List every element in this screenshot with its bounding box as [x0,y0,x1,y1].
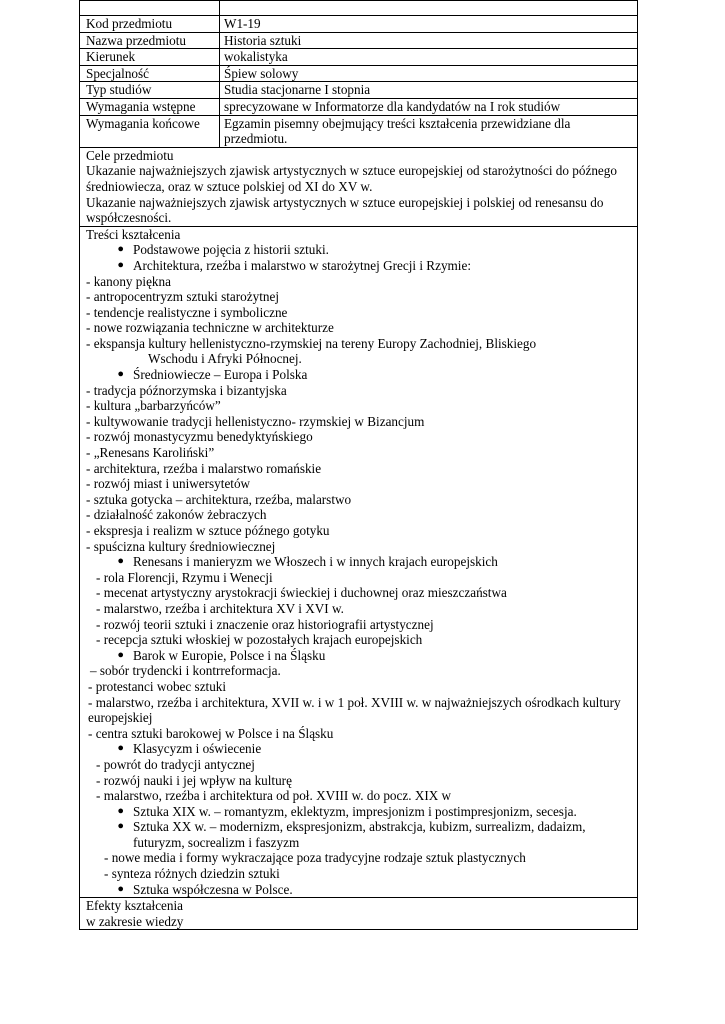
bullet-text: Podstawowe pojęcia z historii sztuki. [133,242,329,258]
bullet-item [86,741,631,757]
efekty-title: Efekty kształcenia [86,898,184,914]
bullet-item [86,819,631,835]
bullet-item [86,554,631,570]
bullet-icon: ● [117,258,124,271]
bullet-text: Architektura, rzeźba i malarstwo w starożytnej Grecji i Rzymie: [133,257,471,273]
cell-key: Kod przedmiotu [80,16,220,32]
bullet-text: Sztuka XX w. – modernizm, ekspresjonizm, abstrakcja, kubizm, surrealizm, dadaizm, [133,819,586,835]
row-specjalnosc [79,66,638,83]
list-item: - malarstwo, rzeźba i architektura, XVII w. i w 1 poł. XVIII w. w najważniejszych ośrodkach kultury europejskiej [88,694,621,726]
bullet-item [86,258,631,274]
bullet-icon: ● [117,555,124,568]
syllabus-table [79,0,638,930]
cell-value: wokalistyka [224,49,288,65]
bullet-icon: ● [117,804,124,817]
list-item: - rozwój monastycyzmu benedyktyńskiego [86,429,313,445]
list-item: - mecenat artystyczny arystokracji świeckiej i duchownej oraz mieszczaństwa [96,585,507,601]
list-item: - protestanci wobec sztuki [88,678,227,694]
cell-value: sprecyzowane w Informatorze dla kandydatów na I rok studiów [224,98,561,114]
cele-title: Cele przedmiotu [86,147,174,163]
bullet-text-continuation: futuryzm, socrealizm i faszyzm [133,834,300,850]
cell-value: W1-19 [224,16,261,31]
bullet-icon: ● [117,648,124,661]
cele-section [79,148,638,227]
bullet-item [86,882,631,898]
empty-top-row [79,0,638,16]
list-item: - spuścizna kultury średniowiecznej [86,538,276,554]
list-item: - ekspansja kultury hellenistyczno-rzymskiej na tereny Europy Zachodniej, Bliskiego [86,335,537,351]
bullet-icon: ● [117,368,124,381]
bullet-icon: ● [117,820,124,833]
list-item: - powrót do tradycji antycznej [96,756,255,772]
list-item: - rozwój teorii sztuki i znaczenie oraz historiografii artystycznej [96,616,434,632]
cell-key: Typ studiów [80,82,220,98]
list-item: - rozwój nauki i jej wpływ na kulturę [96,772,292,788]
list-item: - ekspresja i realizm w sztuce późnego gotyku [86,523,330,538]
list-item: - malarstwo, rzeźba i architektura od poł. XVIII w. do pocz. XIX w [96,788,452,804]
cell-key: Wymagania końcowe [80,116,220,147]
cell-key: Wymagania wstępne [80,99,220,115]
list-item: - recepcja sztuki włoskiej w pozostałych krajach europejskich [96,632,423,648]
list-item: - kultura „barbarzyńców” [86,398,221,414]
cell-key: Specjalność [80,66,220,82]
list-item: - tradycja późnorzymska i bizantyjska [86,382,287,398]
empty-value-cell [220,1,637,15]
bullet-icon: ● [117,243,124,256]
bullet-item [86,367,631,383]
bullet-text: Średniowiecze – Europa i Polska [133,367,308,383]
bullet-item [86,242,631,258]
cell-value: Śpiew solowy [224,65,299,81]
list-item: - tendencje realistyczne i symboliczne [86,304,288,320]
bullet-text: Barok w Europie, Polsce i na Śląsku [133,647,326,663]
list-item: - architektura, rzeźba i malarstwo romańskie [86,460,322,476]
cell-key: Nazwa przedmiotu [80,33,220,49]
list-item: - rozwój miast i uniwersytetów [86,476,251,492]
bullet-icon: ● [117,882,124,895]
bullet-text: Sztuka XIX w. – romantyzm, eklektyzm, impresjonizm i postimpresjonizm, secesja. [133,803,577,819]
list-item: - synteza różnych dziedzin sztuki [104,866,280,882]
list-item: - malarstwo, rzeźba i architektura XV i XVI w. [96,600,344,616]
row-nazwa [79,33,638,50]
efekty-subtitle: w zakresie wiedzy [86,913,184,929]
list-item: - antropocentryzm sztuki starożytnej [86,289,279,305]
bullet-icon: ● [117,742,124,755]
list-item: - centra sztuki barokowej w Polsce i na Śląsku [88,725,334,741]
list-item: - nowe rozwiązania techniczne w architekturze [86,320,334,336]
list-item: - sztuka gotycka – architektura, rzeźba, malarstwo [86,491,352,507]
cele-paragraph: Ukazanie najważniejszych zjawisk artystycznych w sztuce europejskiej i polskiej od renesansu do współczesności. [86,194,604,226]
list-item: - „Renesans Karoliński” [86,445,215,461]
cell-value: Studia stacjonarne I stopnia [224,82,371,98]
cele-paragraph: Ukazanie najważniejszych zjawisk artystycznych w sztuce europejskiej od starożytności do późnego średniowiecza, oraz w sztuce polskiej od XI do XV w. [86,163,617,194]
list-item: - nowe media i formy wykraczające poza tradycyjne rodzaje sztuk plastycznych [104,850,526,866]
bullet-text: Sztuka współczesna w Polsce. [133,881,293,897]
row-wymagania-wstepne [79,99,638,116]
list-item: - kanony piękna [86,273,171,289]
list-item-continuation: Wschodu i Afryki Północnej. [148,351,302,367]
bullet-text: Renesans i manieryzm we Włoszech i w innych krajach europejskich [133,554,498,570]
list-item: - rola Florencji, Rzymu i Wenecji [96,569,273,585]
cell-value: Historia sztuki [224,32,302,48]
tresci-title: Treści kształcenia [86,226,181,242]
tresci-section [79,227,638,899]
bullet-text: Klasycyzm i oświecenie [133,741,262,757]
efekty-section [79,898,638,930]
list-item: – sobór trydencki i kontrreformacja. [90,663,281,679]
empty-key-cell [80,1,220,15]
list-item: - kultywowanie tradycji hellenistyczno- rzymskiej w Bizancjum [86,413,425,429]
bullet-item [86,804,631,820]
cell-value: Egzamin pisemny obejmujący treści kształcenia przewidziane dla przedmiotu. [224,115,571,147]
row-wymagania-koncowe [79,116,638,148]
bullet-item [86,648,631,664]
cell-key: Kierunek [80,49,220,65]
row-kierunek [79,49,638,66]
row-kod [79,16,638,33]
list-item: - działalność zakonów żebraczych [86,507,267,523]
row-typ [79,82,638,99]
